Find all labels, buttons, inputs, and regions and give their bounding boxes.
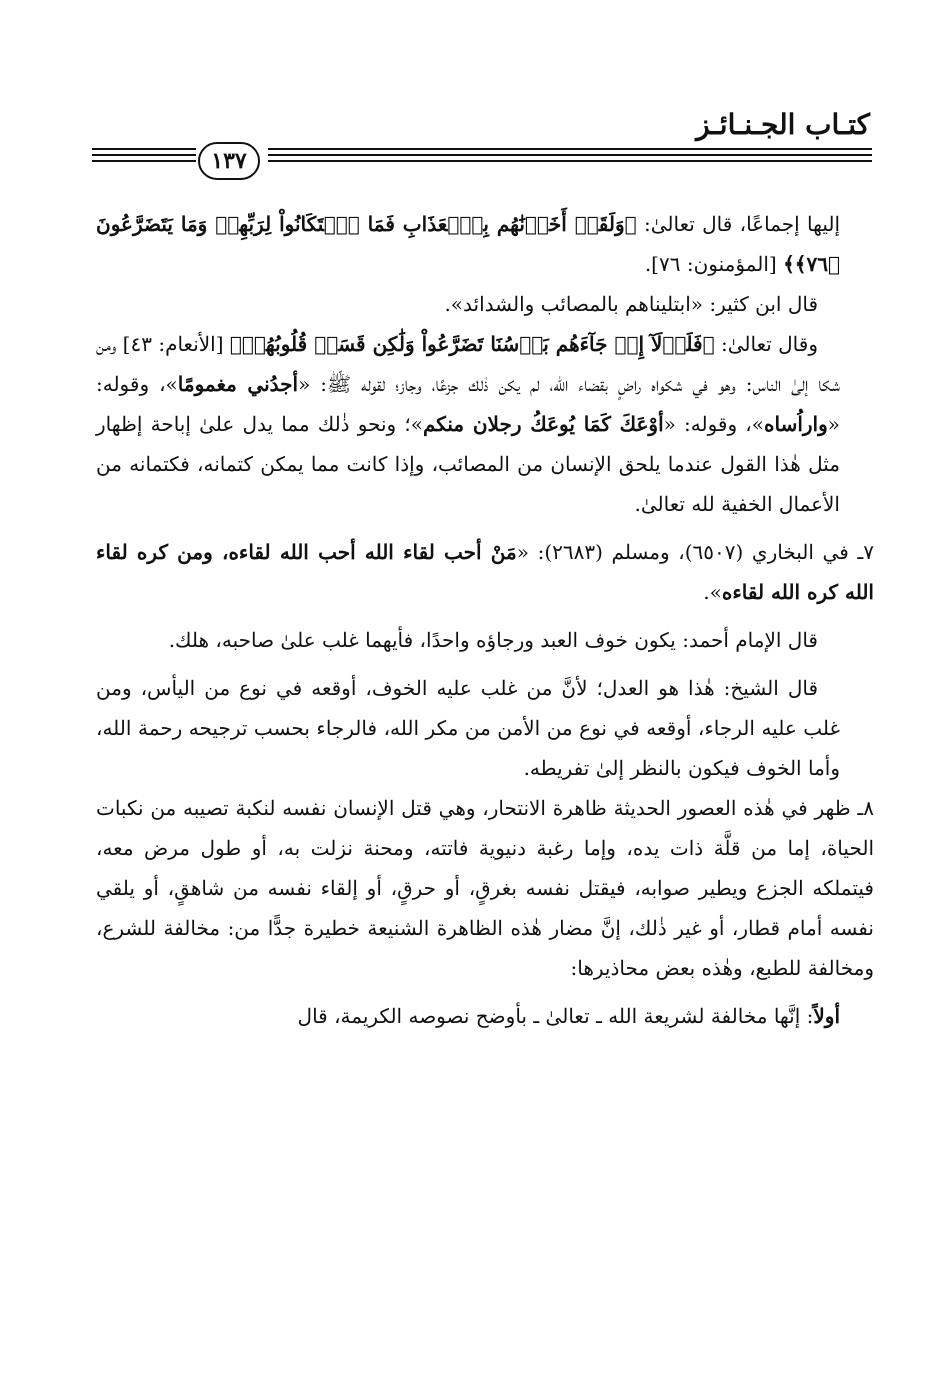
text-segment: إليها إجماعًا، قال تعالىٰ:	[636, 212, 841, 236]
text-segment: »، وقوله: «	[96, 372, 841, 436]
text-segment: قال الإمام أحمد: يكون خوف العبد ورجاؤه واحدًا، فأيهما غلب علىٰ صاحبه، هلك.	[168, 628, 818, 652]
hadith-quote: أجدُني مغمومًا	[177, 372, 299, 396]
paragraph	[96, 620, 840, 660]
header-rule-left-top	[92, 148, 196, 150]
hadith-quote: أوْعَكَ كَمَا يُوعَكُ رجلان منكم	[422, 412, 664, 436]
paragraph	[96, 324, 840, 524]
text-segment: ».	[703, 580, 722, 604]
header-rule-right-bottom	[268, 160, 872, 162]
point-label: أولاً	[813, 1004, 840, 1028]
page-header	[92, 108, 872, 178]
header-rule-left-middle	[92, 154, 196, 156]
text-segment: ٧ـ في البخاري (٦٥٠٧)، ومسلم (٢٦٨٣): «	[516, 540, 875, 564]
book-title: كتـاب الجـنـائـز	[696, 108, 870, 141]
header-rule-right-top	[268, 148, 872, 150]
paragraph	[96, 668, 840, 788]
paragraph	[96, 204, 840, 284]
hadith-quote: واراُساه	[764, 412, 828, 436]
quran-verse: ﴿وَلَقَدۡ أَخَذۡنَٰهُم بِٱلۡعَذَابِ فَمَا ٱسۡتَكَانُواْ لِرَبِّهِمۡ وَمَا يَتَضَرَّعُونَ ﴿٧٦﴾﴾	[96, 212, 840, 276]
page-number: ١٣٧	[211, 148, 247, 174]
text-segment: : إنَّها مخالفة لشريعة الله ـ تعالىٰ ـ بأوضح نصوصه الكريمة، قال	[297, 1004, 814, 1028]
numbered-paragraph	[96, 532, 874, 612]
text-segment: قال الشيخ: هٰذا هو العدل؛ لأنَّ من غلب عليه الخوف، أوقعه في نوع من اليأس، ومن غلب عليه الرجاء، أوقعه في نوع من الأمن من مكر الله، فالرجاء بحسب ترجيحه رحمة الله، وأما الخوف فيكون بالنظر إلىٰ تفريطه.	[96, 676, 840, 780]
header-rule-right-middle	[268, 154, 872, 156]
hadith-quote: مَنْ أحب لقاء الله أحب الله لقاءه، ومن كره لقاء الله كره الله لقاءه	[96, 540, 874, 604]
text-segment: »؛ ونحو ذٰلك مما يدل علىٰ إباحة إظهار مثل هٰذا القول عندما يلحق الإنسان من المصائب، وإذا كانت مما يمكن كتمانه، فكتمانه من الأعمال الخفية لله تعالىٰ.	[96, 412, 841, 516]
numbered-paragraph	[96, 788, 874, 988]
text-segment: قال ابن كثير: «ابتليناهم بالمصائب والشدائد».	[444, 292, 818, 316]
paragraph	[96, 996, 840, 1036]
paragraph	[96, 284, 840, 324]
text-segment: »، وقوله: «	[663, 412, 764, 436]
page-number-badge	[198, 142, 260, 180]
text-segment: ٨ـ ظهر في هٰذه العصور الحديثة ظاهرة الانتحار، وهي قتل الإنسان نفسه لنكبة تصيبه من نكبات الحياة، إما من قلَّة ذات يده، وإما رغبة دنيوية فاتته، ومحنة نزلت به، أو طول مرض معه، فيتملكه الجزع ويطير صوابه، فيقتل نفسه بغرقٍ، أو حرقٍ، أو إلقاء نفسه من شاهقٍ، أو يلقي نفسه أمام قطار، أو غير ذٰلك، إنَّ مضار هٰذه الظاهرة الشنيعة خطيرة جدًّا من: مخالفة للشرع، ومخالفة للطبع، وهٰذه بعض محاذيرها:	[96, 796, 874, 980]
verse-reference: [المؤمنون: ٧٦].	[644, 252, 784, 276]
page-body	[96, 204, 875, 1036]
text-segment: [الأنعام: ٤٣] ومن شكا إلىٰ الناس: وهو في شكواه راضٍ بقضاء الله، لم يكن ذٰلك جزعًا، وجاز؛ لقوله ﷺ: «	[96, 332, 840, 396]
header-rule-left-bottom	[92, 160, 196, 162]
quran-verse: ﴿فَلَوۡلَآ إِذۡ جَآءَهُم بَأۡسُنَا تَضَرَّعُواْ وَلَٰكِن قَسَتۡ قُلُوبُهُمۡ﴾	[229, 332, 715, 356]
text-segment: وقال تعالىٰ:	[714, 332, 818, 356]
